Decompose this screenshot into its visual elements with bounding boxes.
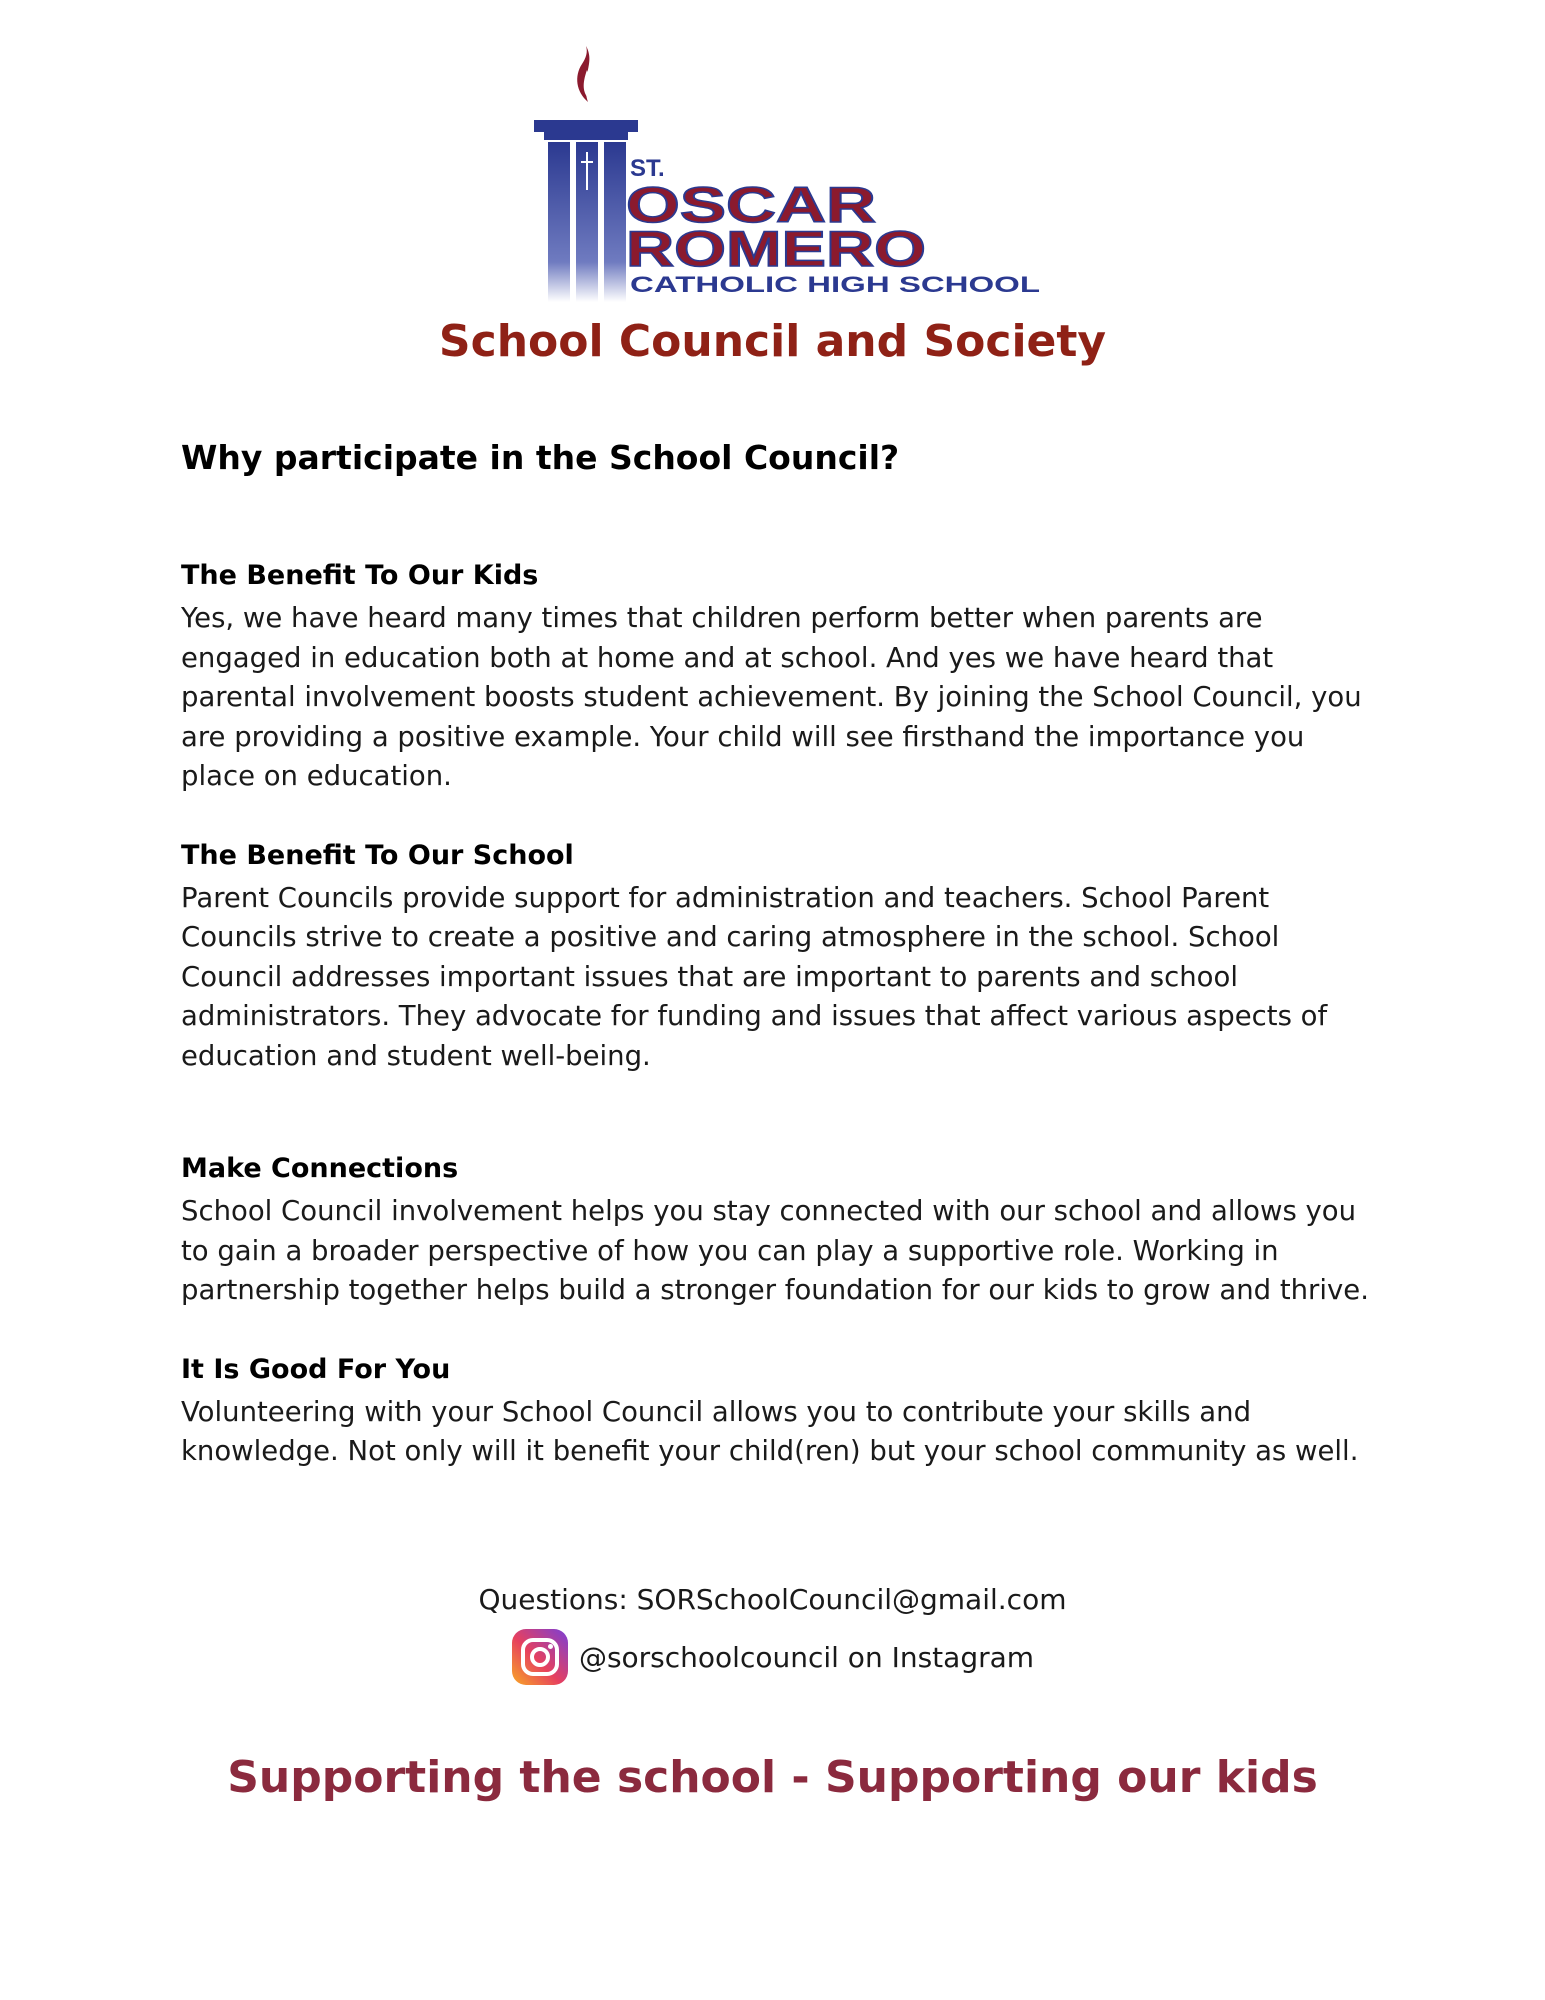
section-make-connections bbox=[181, 1150, 1381, 1311]
logo-text-st: ST. bbox=[630, 155, 665, 182]
logo-text-oscar: OSCAR bbox=[626, 177, 876, 233]
logo-text-romero: ROMERO bbox=[626, 221, 926, 277]
page-title: School Council and Society bbox=[438, 316, 1107, 367]
school-logo bbox=[530, 40, 1050, 310]
tagline: Supporting the school - Supporting our kids bbox=[227, 1752, 1318, 1803]
section-body: Yes, we have heard many times that children perform better when parents are engaged in education both at home and at school. And yes we have heard that parental involvement boosts student achievement. By joining the School Council, you are providing a positive example. Your child will see firsthand the importance you place on education. bbox=[181, 602, 1362, 792]
section-body: School Council involvement helps you stay connected with our school and allows you to gain a broader perspective of how you can play a supportive role. Working in partnership together helps build a stronger foundation for our kids to grow and thrive. bbox=[181, 1195, 1369, 1306]
section-benefit-school bbox=[181, 837, 1381, 1077]
section-heading: The Benefit To Our Kids bbox=[181, 560, 539, 591]
section-heading: The Benefit To Our School bbox=[181, 839, 574, 871]
instagram-handle[interactable]: @sorschoolcouncil on Instagram bbox=[578, 1640, 1035, 1674]
logo-text-catholic-high-school: CATHOLIC HIGH SCHOOL bbox=[630, 272, 1040, 297]
main-question-heading: Why participate in the School Council? bbox=[181, 438, 900, 477]
instagram-icon[interactable] bbox=[511, 1628, 569, 1686]
main-content bbox=[181, 438, 1381, 1472]
section-body: Parent Councils provide support for administration and teachers. School Parent Councils strive to create a positive and caring atmosphere in the school. School Council addresses important issues that are important to parents and school administrators. They advocate for funding and issues that affect various aspects of education and student well-being. bbox=[181, 881, 1328, 1072]
section-heading: It Is Good For You bbox=[181, 1353, 451, 1385]
contact-block bbox=[0, 1580, 1545, 1686]
section-heading: Make Connections bbox=[181, 1153, 459, 1184]
section-benefit-kids bbox=[181, 557, 1381, 797]
instagram-line bbox=[0, 1628, 1545, 1686]
contact-email[interactable]: Questions: SORSchoolCouncil@gmail.com bbox=[478, 1583, 1067, 1616]
section-body: Volunteering with your School Council allows you to contribute your skills and knowledge. Not only will it benefit your child(ren) but your school community as well. bbox=[181, 1395, 1359, 1467]
section-good-for-you bbox=[181, 1351, 1381, 1472]
